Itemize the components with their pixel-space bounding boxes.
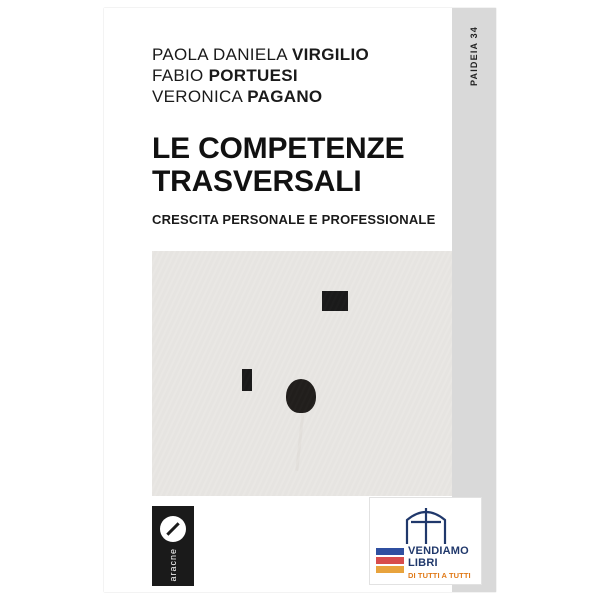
badge-line-1: VENDIAMO <box>408 545 469 557</box>
author-list <box>152 44 452 107</box>
author-surname: PORTUESI <box>208 66 298 85</box>
author-line <box>152 44 452 65</box>
arch-icon <box>401 502 451 546</box>
watermark-badge <box>369 497 482 585</box>
badge-line-2: LIBRI <box>408 557 438 569</box>
book-title-line-2: TRASVERSALI <box>152 165 362 198</box>
author-surname: VIRGILIO <box>291 45 369 64</box>
cover-photograph <box>152 251 452 496</box>
author-line <box>152 65 452 86</box>
author-line <box>152 86 452 107</box>
book-subtitle: CRESCITA PERSONALE E PROFESSIONALE <box>152 212 436 227</box>
title-block <box>152 132 452 227</box>
book-title-line-1: LE COMPETENZE <box>152 132 405 165</box>
author-surname: PAGANO <box>247 87 323 106</box>
author-given-name: VERONICA <box>152 87 243 106</box>
aracne-circle-logo-icon <box>160 516 186 542</box>
badge-text <box>408 546 480 580</box>
color-bars <box>376 548 404 576</box>
author-given-name: PAOLA DANIELA <box>152 45 287 64</box>
author-given-name: FABIO <box>152 66 204 85</box>
series-label: PAIDEIA 34 <box>469 26 479 87</box>
badge-line-3: DI TUTTI A TUTTI <box>408 571 471 580</box>
publisher-name: aracne <box>168 548 178 582</box>
publisher-logo <box>152 506 194 586</box>
photo-grain-overlay <box>152 251 452 496</box>
